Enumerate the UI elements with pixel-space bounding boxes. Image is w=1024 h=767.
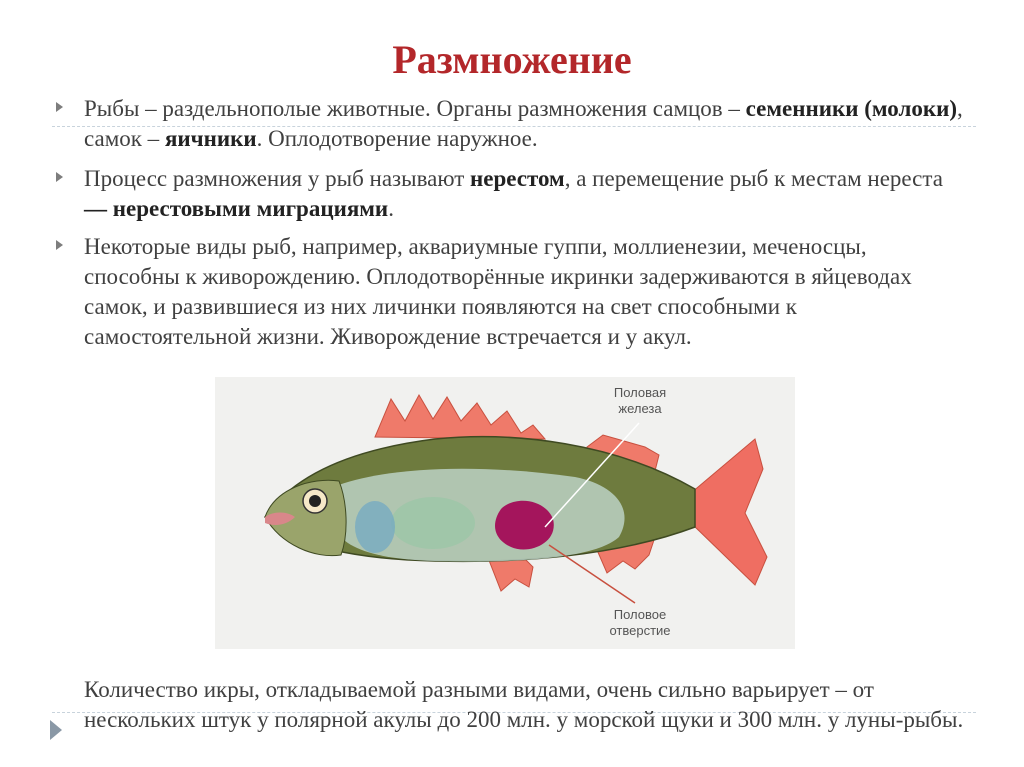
slide-title: Размножение: [392, 37, 632, 82]
intestine-icon: [391, 497, 475, 549]
bold-term: яичники: [164, 126, 257, 151]
bullet-2: Процесс размножения у рыб называют нерестом, а перемещение рыб к местам нереста — нерестовыми миграциями.: [84, 166, 943, 221]
footer-marker-icon: [50, 720, 62, 740]
pupil-icon: [309, 495, 321, 507]
bold-term: нерестом: [470, 166, 565, 191]
fish-illustration: [215, 377, 795, 649]
fish-reproductive-organs-figure: [215, 377, 795, 649]
bullet-1: Рыбы – раздельнополые животные. Органы размножения самцов – семенники (молоки), самок – яичники. Оплодотворение наружное.: [84, 96, 963, 151]
bullet-marker-icon: [56, 240, 63, 250]
bullet-marker-icon: [56, 172, 63, 182]
bold-term: — нерестовыми миграциями: [84, 196, 389, 221]
footer-text: Количество икры, откладываемой разными видами, очень сильно варьирует – от нескольких штук у полярной акулы до 200 млн. у морской щуки и 300 млн. у луны-рыбы.: [84, 677, 964, 732]
bullet-3: Некоторые виды рыб, например, аквариумные гуппи, моллиенезии, меченосцы, способны к живорождению. Оплодотворённые икринки задерживаются в яйцеводах самок, и развившиеся из них личинки появляются на свет способными к самостоятельной жизни. Живорождение встречается и у акул.: [84, 234, 912, 349]
bullet-marker-icon: [56, 102, 63, 112]
tail-fin-icon: [691, 439, 767, 585]
gills-icon: [355, 501, 395, 553]
opening-label: Половое отверстие: [609, 607, 671, 638]
gland-label: Половая железа: [613, 385, 667, 416]
divider: [52, 126, 976, 127]
bold-term: семенники (молоки): [745, 96, 958, 121]
dorsal-fin-icon: [375, 395, 545, 439]
